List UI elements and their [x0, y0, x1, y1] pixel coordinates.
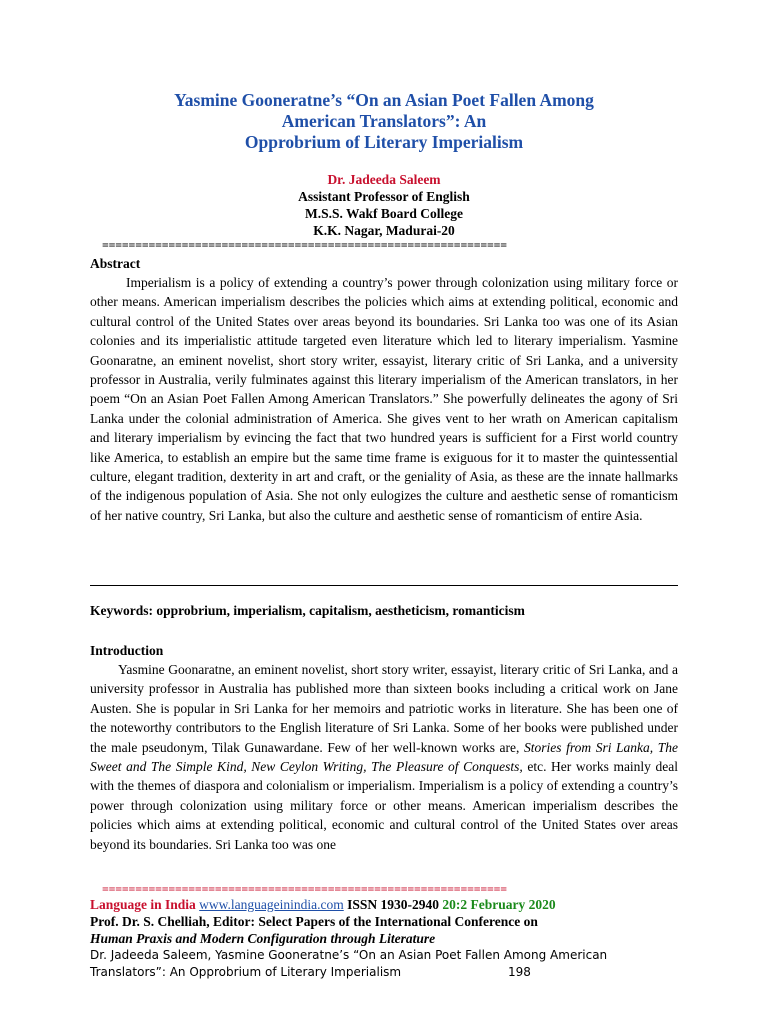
footer-citation-text: Translators”: An Opprobrium of Literary Imperialism [90, 965, 402, 979]
footer-conference: Human Praxis and Modern Configuration through Literature [90, 931, 436, 946]
introduction-heading: Introduction [90, 643, 164, 658]
issn: ISSN 1930-2940 [343, 897, 443, 912]
intro-works-italic: Stories from Sri Lanka, The Sweet and The Simple Kind, New Ceylon Writing, The Pleasure of Conquests, [90, 739, 679, 775]
author-address: K.K. Nagar, Madurai-20 [313, 223, 455, 238]
journal-name: Language in India [90, 897, 196, 912]
author-college: M.S.S. Wakf Board College [304, 206, 463, 221]
footer-separator: ============================================================= [102, 883, 507, 895]
keywords: Keywords: opprobrium, imperialism, capitalism, aestheticism, romanticism [90, 603, 525, 618]
intro-text-part-1: Yasmine Goonaratne, an eminent novelist, short story writer, essayist, literary critic of Sri Lanka, and a university professor in Australia has published more than sixteen books including a critical work on Jane Austen. She is popular in Sri Lanka for her memoirs and patriotic works in literature. She has been one of the noteworthy contributors to the English literature of Sri Lanka. Some of her books were published under the male pseudonym, Tilak Gunawardane. Few of her well-known works are, [90, 662, 678, 755]
introduction-text [90, 660, 678, 854]
journal-url-link[interactable]: www.languageinindia.com [199, 897, 344, 912]
author-block [90, 171, 678, 239]
title-line-2: American Translators”: An [281, 111, 487, 131]
title-line-1: Yasmine Gooneratne’s “On an Asian Poet Fallen Among [174, 90, 594, 110]
issue-date: 20:2 February 2020 [442, 897, 556, 912]
footer-citation-line-2 [90, 964, 678, 981]
footer-citation-line-1: Dr. Jadeeda Saleem, Yasmine Gooneratne’s “On an Asian Poet Fallen Among American [90, 948, 608, 962]
footer-editor-line: Prof. Dr. S. Chelliah, Editor: Select Papers of the International Conference on [90, 914, 538, 929]
page-footer [90, 896, 678, 981]
paper-title [90, 90, 678, 153]
abstract-text: Imperialism is a policy of extending a country’s power through colonization using military force or other means. American imperialism describes the policies which aims at extending political, economic and cultural control of the United States over areas beyond its boundaries. Sri Lanka too was one of its Asian colonies and its imperialistic attitude targeted even literature which led to literary imperialism. Yasmine Goonaratne, an eminent novelist, short story writer, essayist, literary critic of Sri Lanka, and a university professor in Australia, verily fulminates against this literary imperialism of the American translators, in her poem “On an Asian Poet Fallen Among American Translators.” She powerfully delineates the agony of Sri Lanka under the colonial administration of America. She gives vent to her wrath on American capitalism and literary imperialism by evincing the fact that two hundred years is sufficient for a First world country like America, to establish an empire but the same time frame is exiguous for it to master the quintessential culture, elegant tradition, dexterity in art and craft, or the geniality of Asia, as these are the innate hallmarks of the indigenous population of Asia. She not only eulogizes the culture and aesthetic sense of romanticism of her native country, Sri Lanka, but also the culture and aesthetic sense of romanticism of entire Asia. [90, 275, 678, 523]
intro-text-part-2: etc. Her works mainly deal with the themes of diaspora and colonialism or imperialism. Imperialism is a policy of extending a country’s power through colonization using military force or other means. American imperialism describes the policies which aims at extending political, economic and cultural control of the United States over areas beyond its boundaries. Sri Lanka too was one [90, 759, 678, 852]
page-number: 198 [508, 965, 531, 979]
author-position: Assistant Professor of English [298, 189, 470, 204]
abstract-divider [90, 585, 678, 586]
title-line-3: Opprobrium of Literary Imperialism [244, 132, 524, 152]
author-name: Dr. Jadeeda Saleem [327, 172, 441, 187]
abstract-heading: Abstract [90, 256, 141, 271]
header-separator: ============================================================= [102, 239, 507, 251]
footer-journal-line [90, 896, 678, 913]
